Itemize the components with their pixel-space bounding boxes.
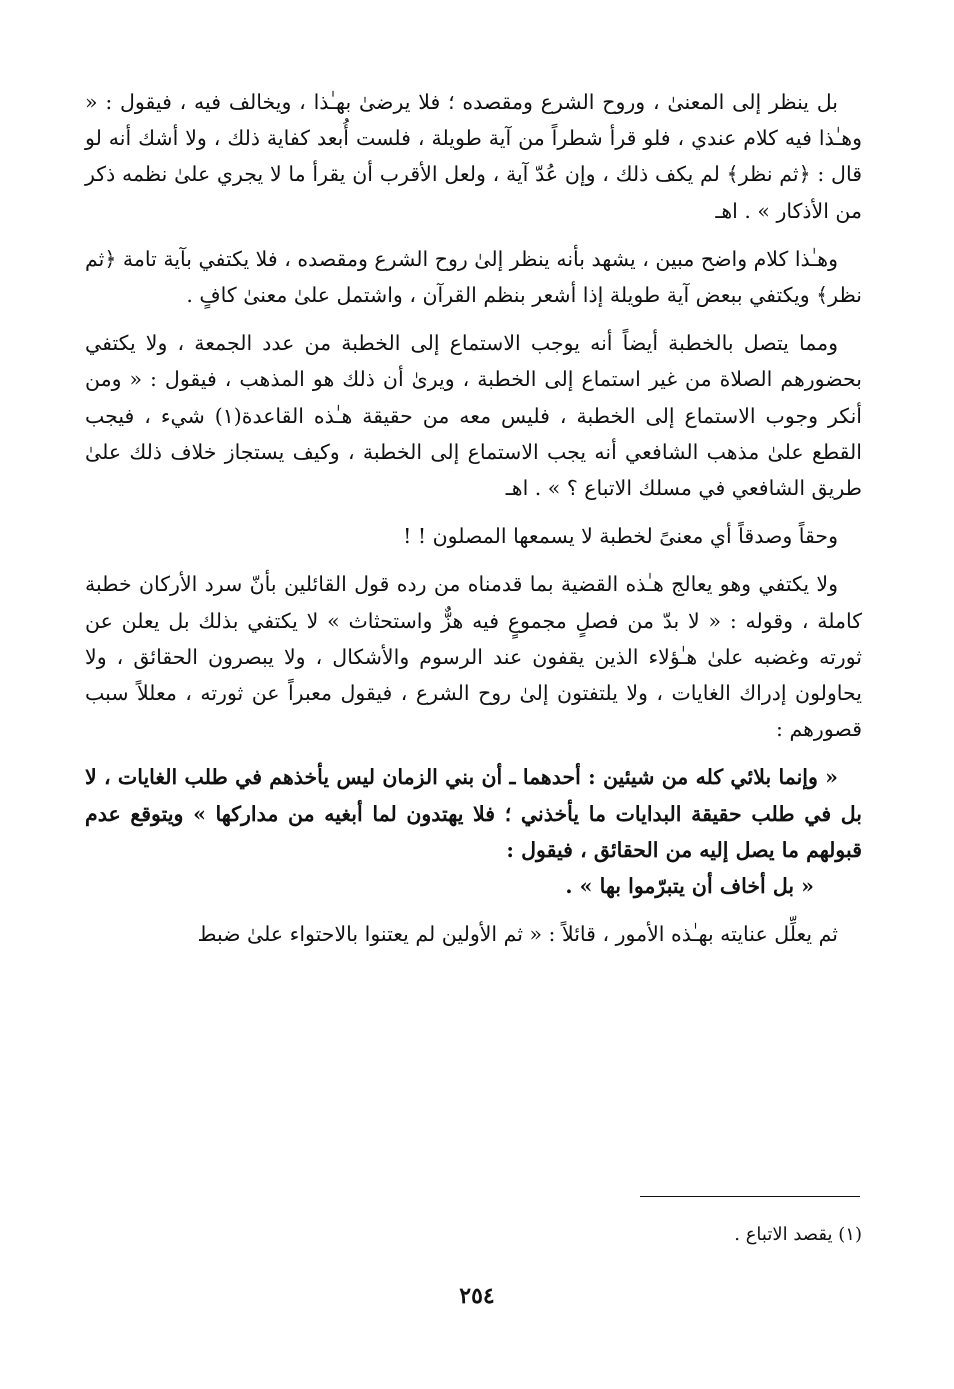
paragraph-3: ومما يتصل بالخطبة أيضاً أنه يوجب الاستماع إلى الخطبة من عدد الجمعة ، ولا يكتفي بحضورهم الصلاة من غير استماع إلى الخطبة ، ويرىٰ أن ذلك هو المذهب ، فيقول : « ومن أنكر وجوب الاستماع إلى الخطبة ، فليس معه من حقيقة هـٰذه القاعدة(١) شيء ، فيجب القطع علىٰ مذهب الشافعي أنه يجب الاستماع إلى الخطبة ، وكيف يستجاز خلاف ذلك علىٰ طريق الشافعي في مسلك الاتباع ؟ » . اهـ: [85, 331, 862, 501]
paragraph-5: ولا يكتفي وهو يعالج هـٰذه القضية بما قدمناه من رده قول القائلين بأنّ سرد الأركان خطبة كاملة ، وقوله : « لا بدّ من فصلٍ مجموعٍ فيه هزٌّ واستحثاث » لا يكتفي بذلك بل يعلن عن ثورته وغضبه علىٰ هـٰؤلاء الذين يقفون عند الرسوم والأشكال ، ولا يبصرون الحقائق ، ولا يحاولون إدراك الغايات ، ولا يلتفتون إلىٰ روح الشرع ، فيقول معبراً عن ثورته ، معللاً سبب قصورهم :: [85, 572, 862, 742]
footnote-divider: [640, 1196, 860, 1197]
body-text: [85, 84, 862, 964]
page-number: ٢٥٤: [459, 1283, 495, 1309]
paragraph-2: وهـٰذا كلام واضح مبين ، يشهد بأنه ينظر إلىٰ روح الشرع ومقصده ، فلا يكتفي بآية تامة ﴿ثم نظر﴾ ويكتفي ببعض آية طويلة إذا أشعر بنظم القرآن ، واشتمل علىٰ معنىٰ كافٍ .: [85, 246, 862, 308]
footnote: [162, 1222, 862, 1248]
paragraph-8: ثم يعلِّل عنايته بهـٰذه الأمور ، قائلاً : « ثم الأولين لم يعتنوا بالاحتواء علىٰ ضبط: [197, 922, 838, 947]
paragraph-1: بل ينظر إلى المعنىٰ ، وروح الشرع ومقصده ؛ فلا يرضىٰ بهـٰذا ، ويخالف فيه ، فيقول : « وهـٰذا فيه كلام عندي ، فلو قرأ شطراً من آية طويلة ، فلست أُبعد كفاية ذلك ، ولا أشك أنه لو قال : ﴿ثم نظر﴾ لم يكف ذلك ، وإن عُدّ آية ، ولعل الأقرب أن يقرأ ما لا يجري علىٰ نظمه ذكر من الأذكار » . اهـ: [85, 90, 862, 223]
footnote-number: (١): [838, 1224, 862, 1245]
paragraph-6-quote: « وإنما بلائي كله من شيئين : أحدهما ـ أن بني الزمان ليس يأخذهم في طلب الغايات ، لا بل في طلب حقيقة البدايات ما يأخذني ؛ فلا يهتدون لما أبغيه من مداركها » ويتوقع عدم قبولهم ما يصل إليه من الحقائق ، فيقول :: [85, 765, 862, 862]
paragraph-7-quote: « بل أخاف أن يتبرّموا بها » .: [565, 874, 814, 899]
paragraph-4: وحقاً وصدقاً أي معنىً لخطبة لا يسمعها المصلون ! !: [403, 524, 838, 549]
footnote-text: يقصد الاتباع .: [734, 1224, 833, 1245]
